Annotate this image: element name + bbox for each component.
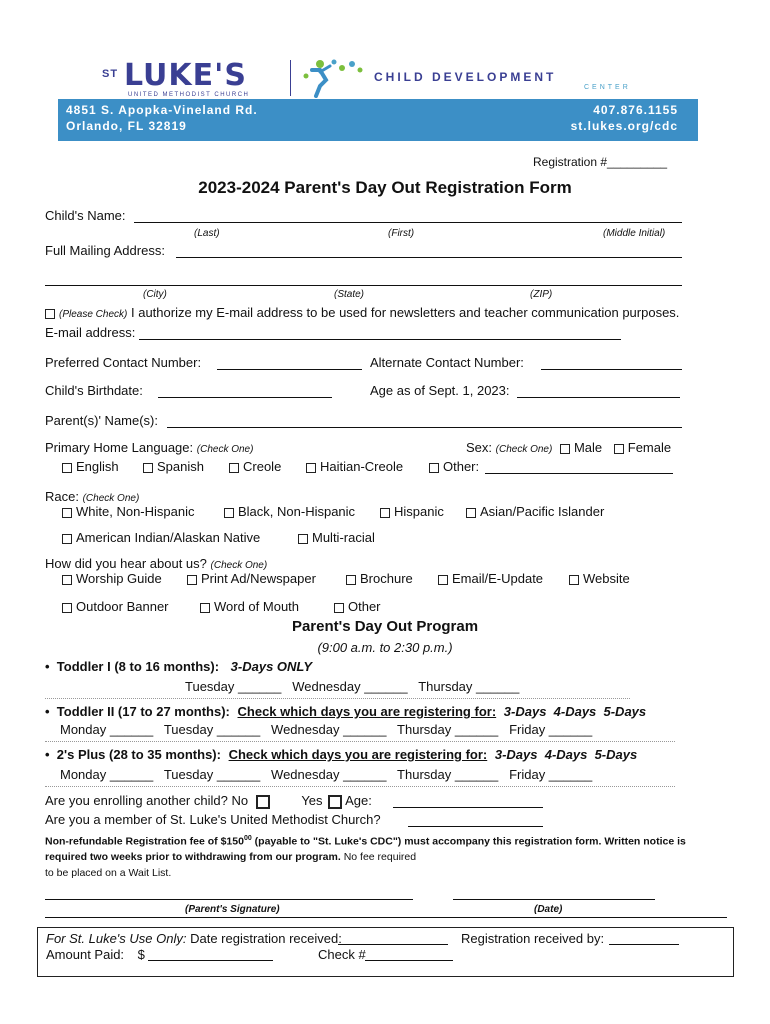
plus2-days: 3-Days 4-Days 5-Days bbox=[494, 747, 638, 762]
checkbox[interactable] bbox=[187, 575, 197, 585]
please-check-note: (Please Check) bbox=[59, 309, 128, 320]
checkbox[interactable] bbox=[306, 463, 316, 473]
option-label: Brochure bbox=[360, 571, 413, 586]
fee-text: Non-refundable Registration fee of $150 bbox=[45, 835, 244, 848]
email-auth-text: I authorize my E-mail address to be used for newsletters and teacher communication purposes. bbox=[130, 305, 680, 320]
hear-option[interactable] bbox=[346, 571, 413, 586]
option-label: Asian/Pacific Islander bbox=[480, 504, 605, 519]
sex-label bbox=[466, 440, 671, 455]
checkbox[interactable] bbox=[569, 575, 579, 585]
last-name-sublabel: (Last) bbox=[194, 228, 220, 239]
member-answer-field[interactable] bbox=[408, 826, 543, 827]
member-question: Are you a member of St. Luke's United Methodist Church? bbox=[45, 812, 381, 827]
language-note: (Check One) bbox=[196, 444, 254, 455]
age-field[interactable] bbox=[517, 397, 680, 398]
website: st.lukes.org/cdc bbox=[570, 119, 678, 133]
toddler2-name: Toddler II (17 to 27 months): bbox=[56, 704, 230, 719]
bullet: • bbox=[45, 659, 57, 674]
program-hours: (9:00 a.m. to 2:30 p.m.) bbox=[317, 640, 453, 655]
language-option[interactable] bbox=[229, 459, 281, 474]
email-auth-checkbox[interactable] bbox=[45, 309, 55, 319]
language-option[interactable] bbox=[62, 459, 119, 474]
female-checkbox[interactable] bbox=[614, 444, 624, 454]
toddler1-name: Toddler I (8 to 16 months): bbox=[56, 659, 220, 674]
checkbox[interactable] bbox=[143, 463, 153, 473]
male-checkbox[interactable] bbox=[560, 444, 570, 454]
check-number-field[interactable] bbox=[365, 960, 453, 961]
preferred-contact-field[interactable] bbox=[217, 369, 362, 370]
no-checkbox[interactable] bbox=[256, 795, 270, 809]
date-received-field[interactable] bbox=[338, 944, 448, 945]
race-option[interactable] bbox=[62, 530, 260, 545]
birthdate-field[interactable] bbox=[158, 397, 332, 398]
toddler1-days-line[interactable]: Tuesday ______ Wednesday ______ Thursday ______ bbox=[185, 679, 520, 694]
separator bbox=[45, 786, 675, 787]
mailing-address-label: Full Mailing Address: bbox=[45, 243, 165, 258]
signature-rule bbox=[45, 917, 727, 918]
option-label: Hispanic bbox=[394, 504, 444, 519]
option-label: Email/E-Update bbox=[452, 571, 544, 586]
female-label: Female bbox=[627, 440, 672, 455]
sex-note: (Check One) bbox=[495, 444, 553, 455]
child-name-field[interactable] bbox=[134, 222, 682, 223]
first-name-sublabel: (First) bbox=[388, 228, 415, 239]
parent-signature-label: (Parent's Signature) bbox=[185, 904, 280, 915]
other-language-field[interactable] bbox=[485, 473, 673, 474]
option-label: Multi-racial bbox=[312, 530, 375, 545]
checkbox[interactable] bbox=[224, 508, 234, 518]
option-label: Haitian-Creole bbox=[320, 459, 404, 474]
email-field[interactable] bbox=[139, 339, 621, 340]
toddler2-check: Check which days you are registering for: bbox=[237, 704, 497, 719]
option-label: Word of Mouth bbox=[214, 599, 300, 614]
hear-option[interactable] bbox=[438, 571, 543, 586]
option-label: Black, Non-Hispanic bbox=[238, 504, 356, 519]
address-line-1: 4851 S. Apopka-Vineland Rd. bbox=[66, 103, 258, 117]
fee-notice-line1 bbox=[45, 835, 686, 848]
received-by-field[interactable] bbox=[609, 944, 679, 945]
parents-names-field[interactable] bbox=[167, 427, 682, 428]
mailing-address-field[interactable] bbox=[176, 257, 682, 258]
state-sublabel: (State) bbox=[334, 289, 365, 300]
another-child-question: Are you enrolling another child? No bbox=[45, 793, 249, 808]
hear-option[interactable] bbox=[334, 599, 381, 614]
fee-notice-line2 bbox=[45, 851, 416, 863]
dollar-sign: $ bbox=[137, 947, 145, 962]
option-label: Print Ad/Newspaper bbox=[201, 571, 316, 586]
option-label: English bbox=[76, 459, 119, 474]
plus2-days-line[interactable]: Monday ______ Tuesday ______ Wednesday ______ Thursday ______ Friday ______ bbox=[60, 767, 593, 782]
sex-label-text: Sex: bbox=[466, 440, 493, 455]
hear-option[interactable] bbox=[62, 599, 169, 614]
email-label: E-mail address: bbox=[45, 325, 136, 340]
office-row-1 bbox=[46, 931, 342, 946]
parents-names-label: Parent(s)' Name(s): bbox=[45, 413, 159, 428]
preferred-contact-label: Preferred Contact Number: bbox=[45, 355, 202, 370]
option-label: Worship Guide bbox=[76, 571, 162, 586]
date-label: (Date) bbox=[534, 904, 563, 915]
hear-option[interactable] bbox=[569, 571, 630, 586]
fee-sup: 00 bbox=[243, 835, 252, 842]
checkbox[interactable] bbox=[62, 575, 72, 585]
hear-label-text: How did you hear about us? bbox=[45, 556, 207, 571]
toddler2-days: 3-Days 4-Days 5-Days bbox=[503, 704, 647, 719]
option-label: Other: bbox=[443, 459, 480, 474]
amount-paid-label: Amount Paid: bbox=[46, 947, 125, 962]
hear-option[interactable] bbox=[187, 571, 316, 586]
children-figures-icon bbox=[298, 56, 368, 98]
option-label: White, Non-Hispanic bbox=[76, 504, 195, 519]
logo-st: ST bbox=[102, 68, 119, 80]
checkbox[interactable] bbox=[380, 508, 390, 518]
race-option[interactable] bbox=[298, 530, 375, 545]
language-label-text: Primary Home Language: bbox=[45, 440, 194, 455]
language-option[interactable] bbox=[306, 459, 403, 474]
office-row-2 bbox=[46, 947, 145, 962]
office-label: For St. Luke's Use Only: bbox=[46, 931, 187, 946]
registration-number: Registration #_________ bbox=[533, 155, 668, 169]
alternate-contact-label: Alternate Contact Number: bbox=[370, 355, 524, 370]
fee-bold: required two weeks prior to withdrawing from our program. bbox=[45, 851, 341, 863]
plus2-row bbox=[45, 747, 637, 762]
logo-subtitle: UNITED METHODIST CHURCH bbox=[128, 92, 250, 98]
toddler2-days-line[interactable]: Monday ______ Tuesday ______ Wednesday ______ Thursday ______ Friday ______ bbox=[60, 722, 593, 737]
race-option[interactable] bbox=[380, 504, 444, 519]
plus2-name: 2's Plus (28 to 35 months): bbox=[56, 747, 221, 762]
checkbox[interactable] bbox=[346, 575, 356, 585]
yes-label: Yes bbox=[301, 793, 323, 808]
date-field[interactable] bbox=[453, 899, 655, 900]
fee-notice-line3: to be placed on a Wait List. bbox=[45, 867, 172, 879]
amount-paid-field[interactable] bbox=[148, 960, 273, 961]
checkbox[interactable] bbox=[200, 603, 210, 613]
separator bbox=[45, 698, 630, 699]
received-by-label: Registration received by: bbox=[461, 931, 605, 946]
child-name-label: Child's Name: bbox=[45, 208, 126, 223]
email-authorization bbox=[45, 305, 679, 320]
another-child-row bbox=[45, 793, 372, 809]
checkbox[interactable] bbox=[62, 508, 72, 518]
form-title: 2023-2024 Parent's Day Out Registration Form bbox=[198, 178, 572, 197]
checkbox[interactable] bbox=[466, 508, 476, 518]
race-option[interactable] bbox=[466, 504, 604, 519]
cdc-title: CHILD DEVELOPMENT bbox=[374, 70, 557, 84]
checkbox[interactable] bbox=[62, 463, 72, 473]
phone-number: 407.876.1155 bbox=[593, 103, 678, 117]
race-label-text: Race: bbox=[45, 489, 79, 504]
office-use-box bbox=[37, 927, 734, 977]
race-option[interactable] bbox=[224, 504, 355, 519]
male-label: Male bbox=[573, 440, 603, 455]
alternate-contact-field[interactable] bbox=[541, 369, 682, 370]
option-label: Website bbox=[583, 571, 630, 586]
option-label: American Indian/Alaskan Native bbox=[76, 530, 261, 545]
age-label: Age as of Sept. 1, 2023: bbox=[370, 383, 510, 398]
race-option[interactable] bbox=[62, 504, 195, 519]
checkbox[interactable] bbox=[229, 463, 239, 473]
separator bbox=[45, 741, 675, 742]
hear-option[interactable] bbox=[62, 571, 162, 586]
checkbox[interactable] bbox=[429, 463, 439, 473]
contact-banner bbox=[58, 99, 698, 141]
toddler2-row bbox=[45, 704, 646, 719]
age-sub-label: Age: bbox=[345, 793, 372, 808]
logo-divider bbox=[290, 60, 291, 96]
st-lukes-logo bbox=[102, 58, 282, 100]
yes-checkbox[interactable] bbox=[328, 795, 342, 809]
race-note: (Check One) bbox=[82, 493, 140, 504]
toddler1-row bbox=[45, 659, 312, 674]
option-label: Other bbox=[348, 599, 381, 614]
checkbox[interactable] bbox=[334, 603, 344, 613]
checkbox[interactable] bbox=[62, 534, 72, 544]
birthdate-label: Child's Birthdate: bbox=[45, 383, 143, 398]
bullet: • bbox=[45, 704, 57, 719]
toddler1-days: 3-Days ONLY bbox=[230, 659, 313, 674]
logo-name: LUKE'S bbox=[124, 58, 247, 93]
fee-text-b: (payable to "St. Luke's CDC") must accompany this registration form. Written notice is bbox=[251, 835, 686, 848]
mailing-address-field-2[interactable] bbox=[45, 285, 682, 286]
fee-plain: No fee required bbox=[343, 851, 417, 863]
another-child-age-field[interactable] bbox=[393, 807, 543, 808]
program-title: Parent's Day Out Program bbox=[291, 618, 479, 635]
address-line-2: Orlando, FL 32819 bbox=[66, 119, 187, 133]
date-received-label: Date registration received: bbox=[190, 931, 342, 946]
hear-note: (Check One) bbox=[210, 560, 268, 571]
city-sublabel: (City) bbox=[143, 289, 167, 300]
middle-initial-sublabel: (Middle Initial) bbox=[603, 228, 666, 239]
plus2-check: Check which days you are registering for: bbox=[228, 747, 488, 762]
hear-label bbox=[45, 556, 267, 571]
language-option[interactable] bbox=[429, 459, 479, 474]
hear-option[interactable] bbox=[200, 599, 299, 614]
option-label: Creole bbox=[243, 459, 282, 474]
checkbox[interactable] bbox=[438, 575, 448, 585]
parent-signature-field[interactable] bbox=[45, 899, 413, 900]
language-option[interactable] bbox=[143, 459, 204, 474]
language-label bbox=[45, 440, 253, 455]
option-label: Spanish bbox=[157, 459, 204, 474]
bullet: • bbox=[45, 747, 57, 762]
check-number-label: Check # bbox=[318, 947, 366, 962]
checkbox[interactable] bbox=[298, 534, 308, 544]
race-label bbox=[45, 489, 139, 504]
zip-sublabel: (ZIP) bbox=[530, 289, 553, 300]
option-label: Outdoor Banner bbox=[76, 599, 169, 614]
cdc-subtitle: CENTER bbox=[584, 84, 631, 91]
checkbox[interactable] bbox=[62, 603, 72, 613]
